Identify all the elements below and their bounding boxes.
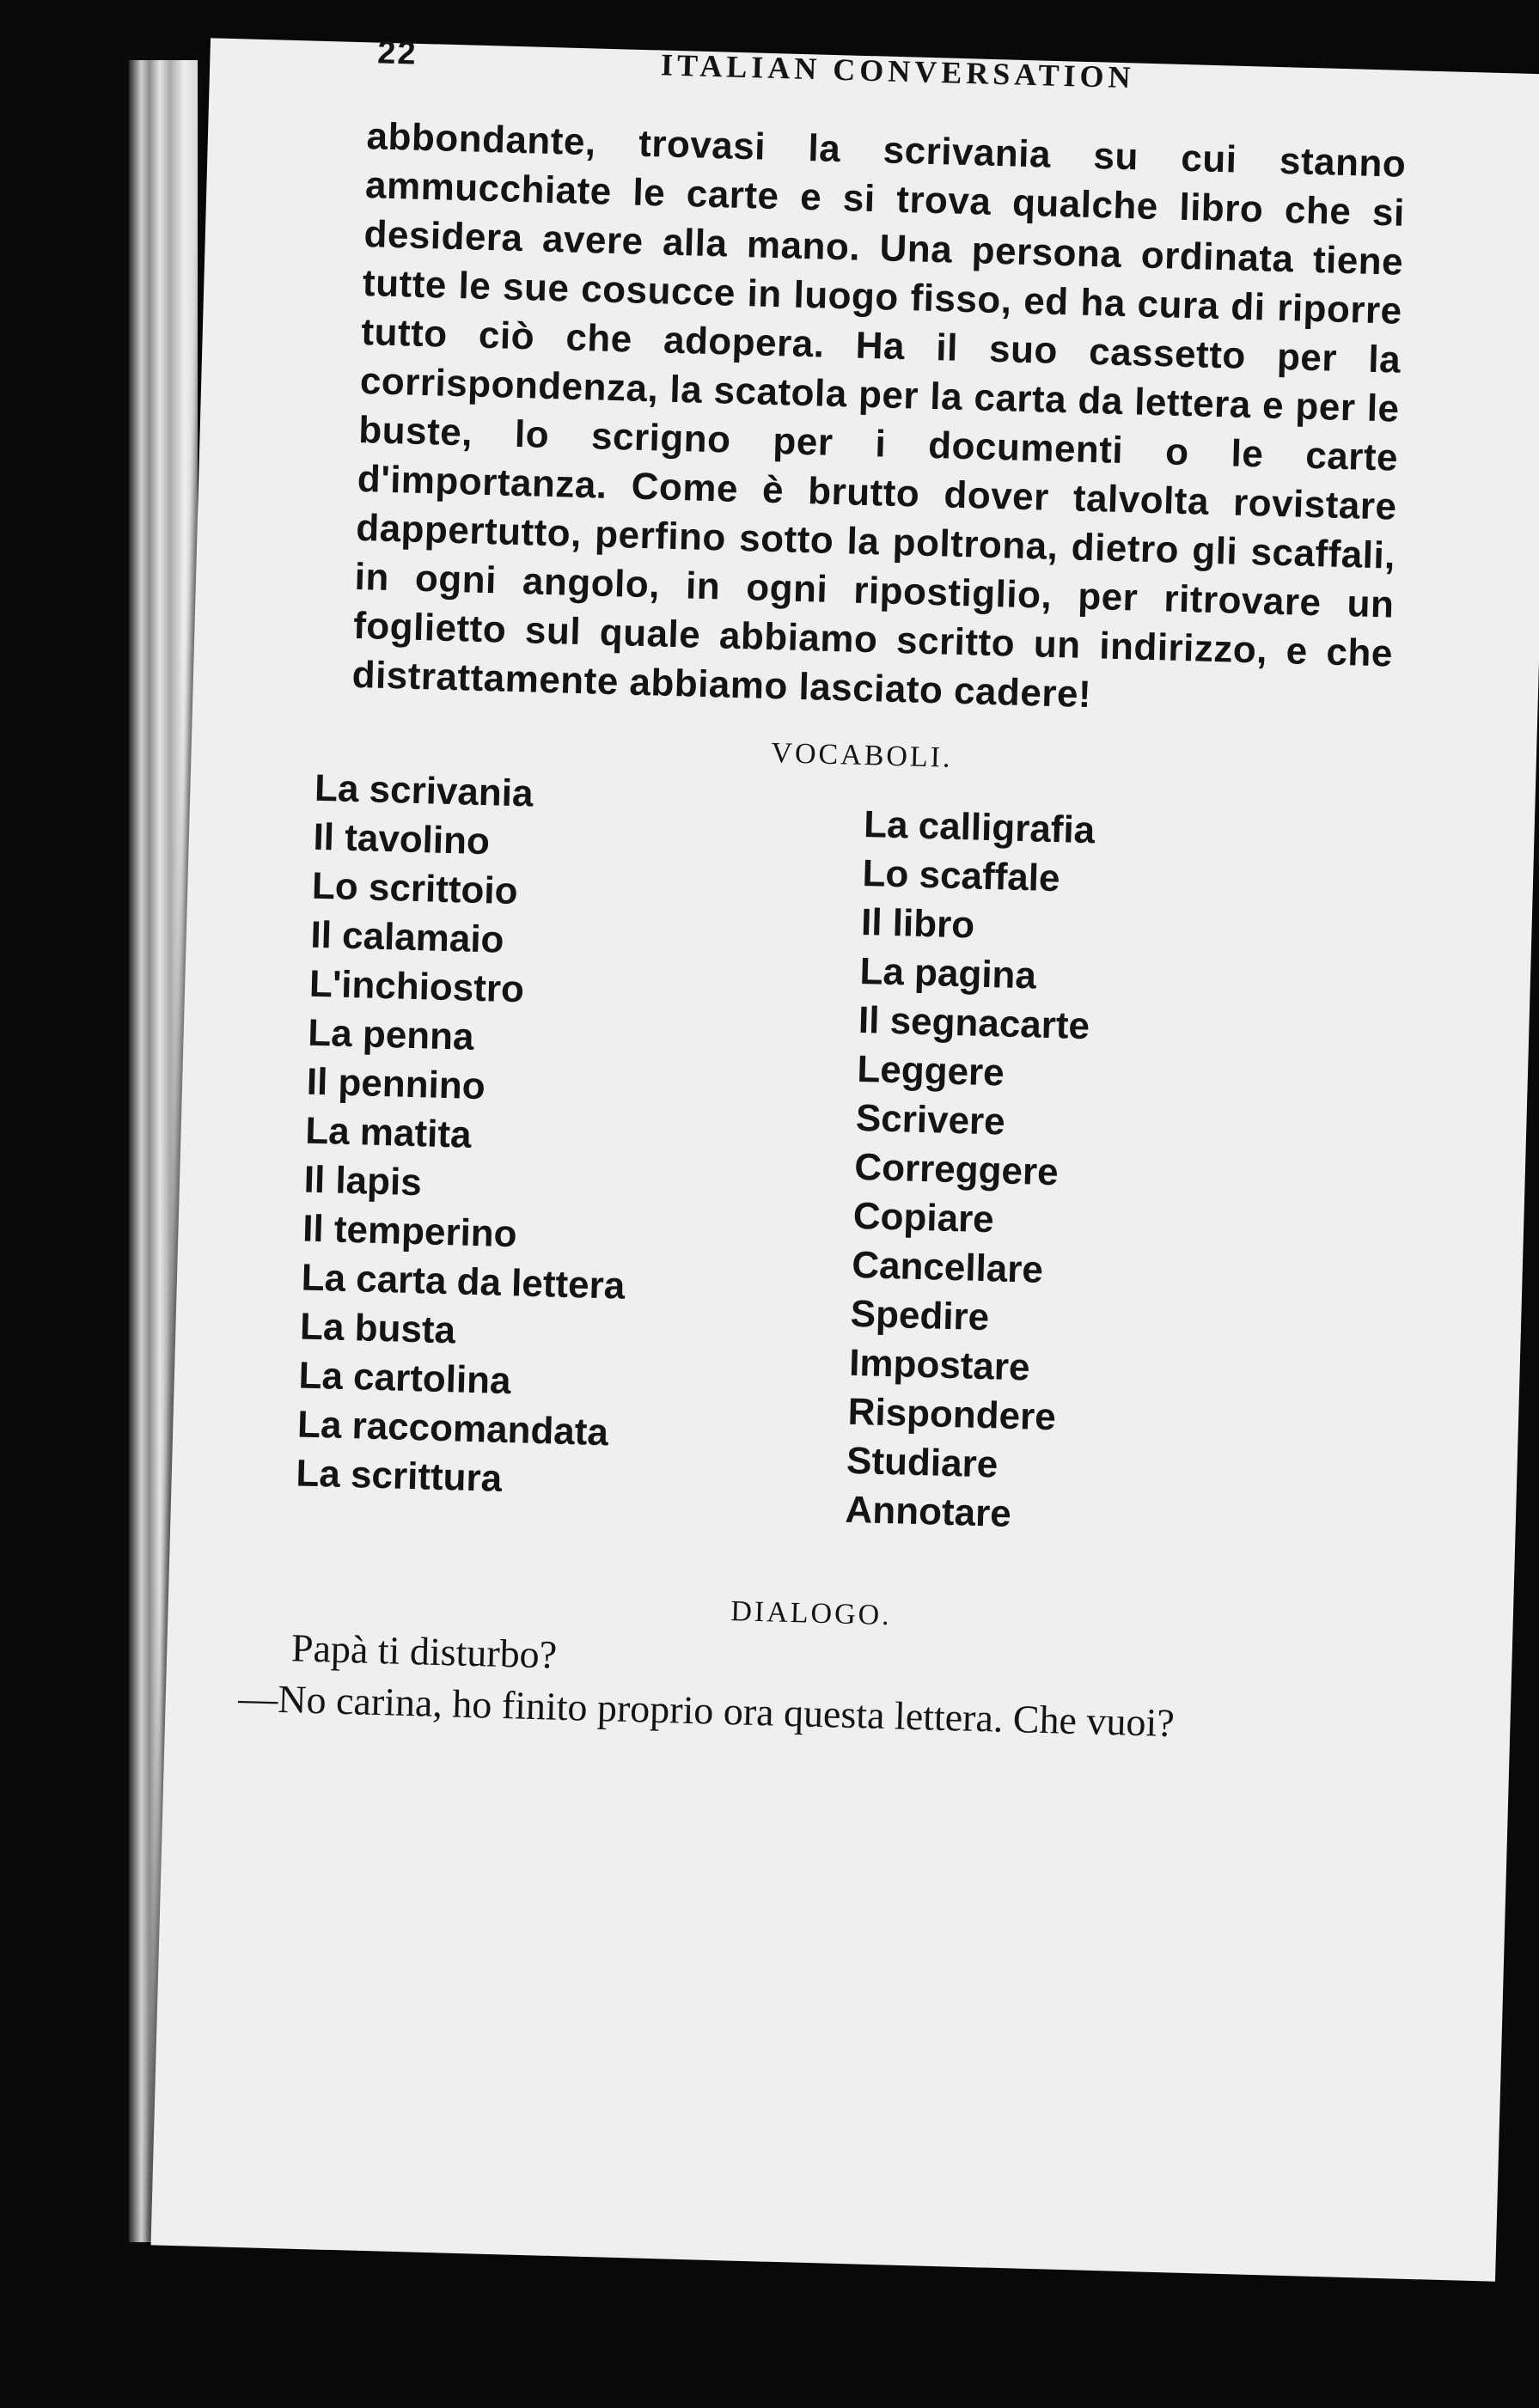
vocab-item: Cancellare	[851, 1243, 1044, 1291]
vocab-item: Lo scrittoio	[311, 864, 519, 913]
vocab-item: Copiare	[852, 1194, 995, 1241]
vocab-item: Rispondere	[847, 1390, 1057, 1439]
vocab-item: La cartolina	[297, 1354, 512, 1403]
dialog-heading: DIALOGO.	[730, 1595, 893, 1632]
vocab-list-left	[296, 764, 762, 1510]
vocab-item: Il segnacarte	[858, 998, 1090, 1048]
vocab-item: Lo scaffale	[862, 852, 1061, 900]
vocab-list-right	[845, 800, 1311, 1546]
vocab-item: Il temperino	[302, 1207, 518, 1256]
vocab-item: Il pennino	[306, 1060, 486, 1108]
vocab-heading: VOCABOLI.	[770, 737, 954, 774]
vocab-item: La scrivania	[314, 766, 534, 815]
vocab-item: Spedire	[850, 1292, 990, 1339]
vocab-item: L'inchiostro	[308, 962, 525, 1011]
vocab-item: Il lapis	[303, 1158, 423, 1204]
vocab-item: La calligrafia	[863, 803, 1096, 852]
vocab-item: La scrittura	[295, 1452, 503, 1500]
running-title: ITALIAN CONVERSATION	[660, 47, 1136, 95]
page-number: 22	[376, 34, 418, 72]
vocab-item: La matita	[304, 1109, 473, 1156]
vocab-item: Studiare	[846, 1439, 999, 1486]
page-header	[180, 0, 1410, 95]
vocab-item: Scrivere	[855, 1096, 1006, 1143]
vocab-item: Correggere	[853, 1145, 1060, 1194]
body-paragraph: abbondante, trovasi la scrivania su cui stanno ammucchiate le carte e si trova qualche libro che si desidera avere alla mano. Una persona ordinata tiene tutte le sue cosucce in luogo fisso, ed ha cura di riporre tutto ciò che adopera. Ha il suo cassetto per la corrispondenza, la scatola per la carta da lettera e per le buste, lo scrigno per i documenti o le carte d'importanza. Come è brutto dover talvolta rovistare dappertutto, perfino sotto la poltrona, dietro gli scaffali, in ogni angolo, in ogni ripostiglio, per ritrovare un foglietto sul quale abbiamo scritto un indirizzo, e che distrattamente abbiamo lasciato cadere!	[351, 115, 1407, 716]
vocab-item: La busta	[299, 1305, 456, 1352]
vocab-item: La pagina	[858, 949, 1037, 997]
vocab-item: La raccomandata	[296, 1403, 609, 1454]
vocab-item: La penna	[307, 1011, 475, 1058]
vocab-item: Il libro	[860, 900, 975, 947]
dialog-block	[238, 1621, 1332, 1753]
vocab-item: Annotare	[844, 1488, 1012, 1535]
vocab-item: Il tavolino	[312, 815, 491, 863]
vocab-item: Impostare	[848, 1341, 1031, 1389]
vocab-item: Leggere	[856, 1047, 1005, 1094]
page-content	[180, 0, 1410, 1746]
vocab-item: Il calamaio	[309, 913, 505, 961]
dialog-line: —No carina, ho finito proprio ora questa lettera. Che vuoi?	[237, 1675, 1176, 1746]
dialog-line: Papà ti disturbo?	[290, 1625, 558, 1677]
vocab-item: La carta da lettera	[301, 1256, 626, 1308]
